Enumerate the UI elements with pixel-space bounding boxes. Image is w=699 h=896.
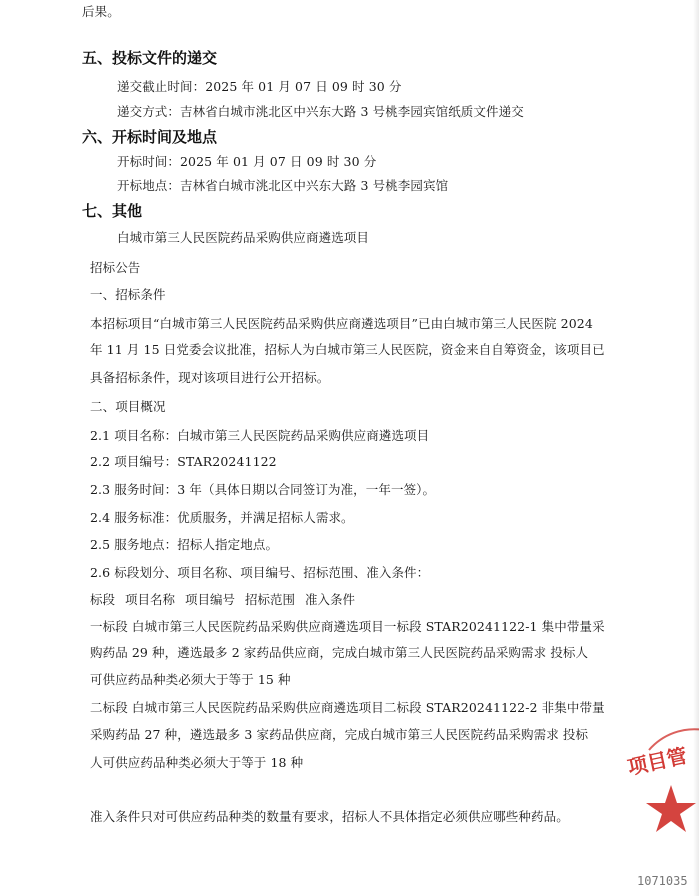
part-1-line: 本招标项目“白城市第三人民医院药品采购供应商遴选项目”已由白城市第三人民医院 2024 bbox=[90, 316, 593, 331]
seal-star-icon bbox=[646, 785, 696, 832]
header-scope: 招标范围 bbox=[245, 592, 296, 607]
header-project-name: 项目名称 bbox=[125, 592, 176, 607]
project-item: 2.4 服务标准：优质服务，并满足招标人需求。 bbox=[90, 510, 354, 525]
lot-2-line: 二标段 白城市第三人民医院药品采购供应商遴选项目二标段 STAR20241122-2 非集中带量 bbox=[90, 700, 605, 715]
project-title: 白城市第三人民医院药品采购供应商遴选项目 bbox=[117, 230, 370, 245]
part-1-heading: 一、招标条件 bbox=[90, 287, 166, 302]
header-lot: 标段 bbox=[90, 592, 116, 607]
part-1-line: 具备招标条件，现对该项目进行公开招标。 bbox=[90, 370, 330, 385]
svg-text:项目管: 项目管 bbox=[625, 743, 690, 780]
lot-table-header bbox=[90, 592, 361, 608]
lot-1-line: 可供应药品种类必须大于等于 15 种 bbox=[90, 672, 291, 687]
notice-title: 招标公告 bbox=[90, 260, 141, 275]
submission-deadline: 递交截止时间：2025 年 01 月 07 日 09 时 30 分 bbox=[117, 79, 402, 94]
page-edge-shadow bbox=[693, 0, 699, 896]
lot-2-line: 采购药品 27 种，遴选最多 3 家药品供应商，完成白城市第三人民医院药品采购需求 投标 bbox=[90, 727, 589, 742]
section-7-heading: 七、其他 bbox=[82, 202, 143, 220]
lot-2-line: 人可供应药品种类必须大于等于 18 种 bbox=[90, 755, 304, 770]
header-project-number: 项目编号 bbox=[185, 592, 236, 607]
header-admission: 准入条件 bbox=[305, 592, 356, 607]
svg-text:1071035: 1071035 bbox=[637, 874, 688, 888]
section-6-heading: 六、开标时间及地点 bbox=[82, 128, 218, 146]
project-item: 2.6 标段划分、项目名称、项目编号、招标范围、准入条件： bbox=[90, 565, 430, 580]
lot-1-line: 购药品 29 种，遴选最多 2 家药品供应商，完成白城市第三人民医院药品采购需求 投标人 bbox=[90, 645, 589, 660]
part-1-line: 年 11 月 15 日党委会议批准，招标人为白城市第三人民医院，资金来自自筹资金，该项目已 bbox=[90, 342, 605, 357]
lot-1-line: 一标段 白城市第三人民医院药品采购供应商遴选项目一标段 STAR20241122-1 集中带量采 bbox=[90, 619, 605, 634]
opening-place: 开标地点：吉林省白城市洮北区中兴东大路 3 号桃李园宾馆 bbox=[117, 178, 449, 193]
section-5-heading: 五、投标文件的递交 bbox=[82, 49, 218, 67]
admission-note: 准入条件只对可供应药品种类的数量有要求，招标人不具体指定必须供应哪些种药品。 bbox=[90, 809, 569, 824]
opening-time: 开标时间：2025 年 01 月 07 日 09 时 30 分 bbox=[117, 154, 377, 169]
project-item: 2.2 项目编号：STAR20241122 bbox=[90, 454, 277, 469]
official-seal bbox=[619, 720, 699, 896]
submission-method: 递交方式：吉林省白城市洮北区中兴东大路 3 号桃李园宾馆纸质文件递交 bbox=[117, 104, 524, 119]
part-2-heading: 二、项目概况 bbox=[90, 399, 166, 414]
project-item: 2.3 服务时间：3 年（具体日期以合同签订为准，一年一签）。 bbox=[90, 482, 436, 497]
project-item: 2.5 服务地点：招标人指定地点。 bbox=[90, 537, 279, 552]
project-item: 2.1 项目名称：白城市第三人民医院药品采购供应商遴选项目 bbox=[90, 428, 430, 443]
top-fragment: 后果。 bbox=[82, 4, 120, 19]
